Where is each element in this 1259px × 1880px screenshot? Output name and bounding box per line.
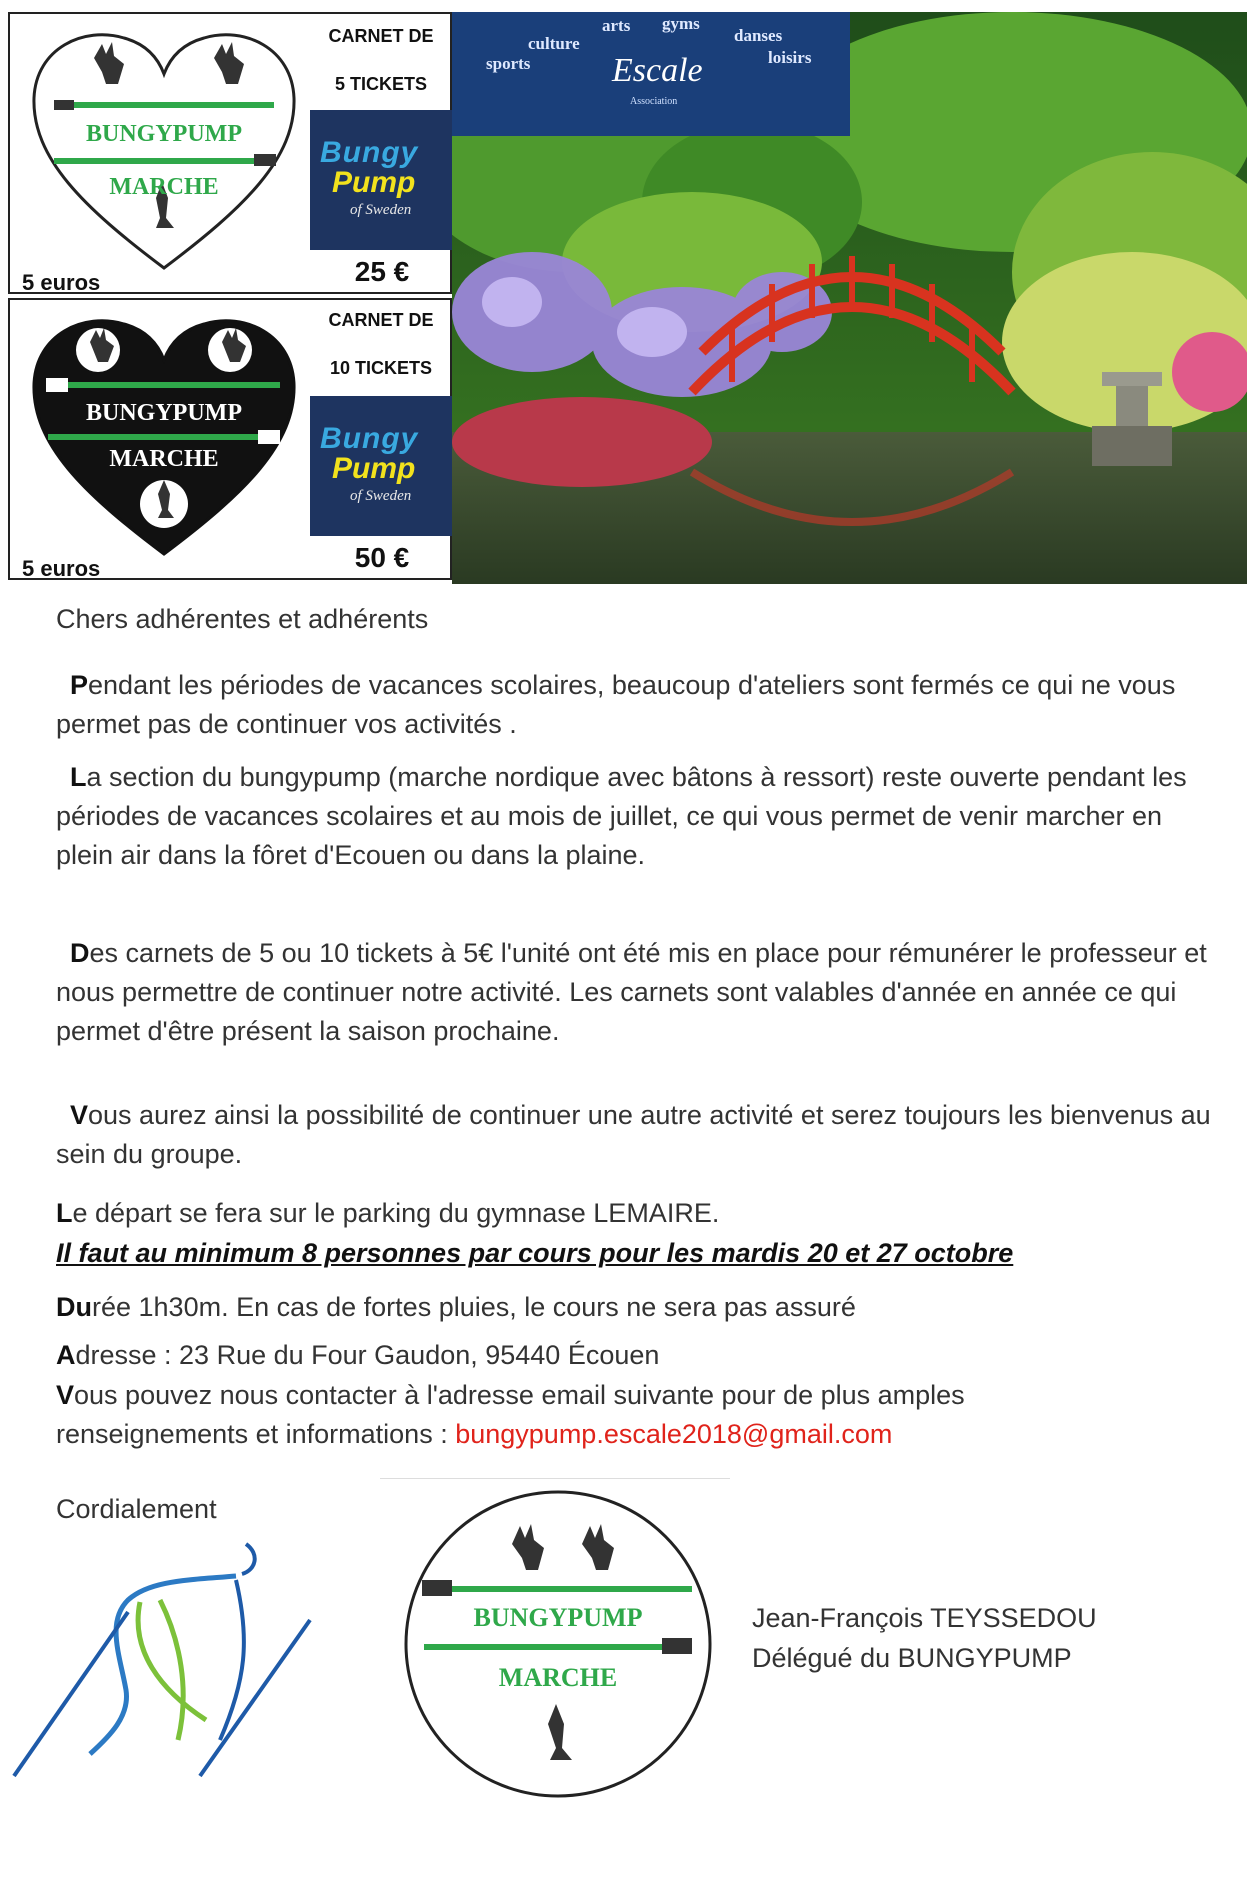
- minimum-participants-notice: Il faut au minimum 8 personnes par cours pour les mardis 20 et 27 octobre: [56, 1238, 1014, 1268]
- greeting: Chers adhérentes et adhérents: [56, 604, 429, 634]
- paragraph-1: [56, 666, 1206, 744]
- round-logo-title: BUNGYPUMP: [473, 1603, 643, 1632]
- carnet-label-line2: 5 TICKETS: [334, 74, 427, 94]
- escale-logo-name: Escale: [612, 52, 703, 89]
- signature-block: [752, 1598, 1097, 1678]
- bp-brand-word2: Pump: [332, 452, 416, 485]
- ticket-5-card: [8, 12, 452, 294]
- contact-email-link[interactable]: bungypump.escale2018@gmail.com: [455, 1419, 893, 1449]
- paragraph-5-text: e départ se fera sur le parking du gymnase LEMAIRE.: [72, 1198, 720, 1228]
- paragraph-3-text: es carnets de 5 ou 10 tickets à 5€ l'unité ont été mis en place pour rémunérer le professeur et nous permettre de continuer notre activité. Les carnets sont valables d'année en année ce qui permet d'être présent la saison prochaine.: [56, 938, 1207, 1046]
- nordic-walker-icon: [10, 1540, 320, 1780]
- heart-logo-title: BUNGYPUMP: [86, 121, 242, 147]
- paragraph-3-initial: D: [70, 938, 90, 968]
- paragraph-3: [56, 934, 1216, 1051]
- unit-price: 5 euros: [22, 270, 101, 295]
- bungypump-heart-logo-white: [24, 18, 304, 280]
- japanese-garden-photo: [452, 12, 1247, 584]
- escale-association-banner: [452, 12, 850, 136]
- paragraph-2-text: a section du bungypump (marche nordique avec bâtons à ressort) reste ouverte pendant les périodes de vacances scolaires et au mois de juillet, ce qui vous permet de venir marcher en plein air dans la fôret d'Ecouen ou dans la plaine.: [56, 762, 1187, 870]
- paragraph-5-initial: L: [56, 1198, 73, 1228]
- ticket-price: 50 €: [354, 542, 410, 573]
- carnet-label-line1: CARNET DE: [328, 26, 434, 46]
- bp-brand-word1: Bungy: [320, 422, 419, 455]
- heart-logo-subtitle: MARCHE: [109, 174, 219, 200]
- bp-brand-word1: Bungy: [320, 136, 419, 169]
- escale-word-arts: arts: [602, 16, 631, 35]
- bungypump-round-logo: [402, 1488, 714, 1800]
- unit-price: 5 euros: [22, 556, 101, 581]
- bp-brand-word3: of Sweden: [350, 202, 412, 218]
- paragraph-6: [56, 1288, 1216, 1327]
- bp-brand-word3: of Sweden: [350, 488, 412, 504]
- ticket-10-card: [8, 298, 452, 580]
- round-logo-subtitle: MARCHE: [498, 1663, 618, 1692]
- paragraph-4-initial: V: [70, 1100, 89, 1130]
- escale-word-sports: sports: [486, 54, 531, 73]
- carnet-label-line2: 10 TICKETS: [329, 358, 433, 378]
- escale-word-gyms: gyms: [662, 14, 700, 33]
- carnet-label-line1: CARNET DE: [328, 310, 434, 330]
- signature-name: Jean-François TEYSSEDOU: [752, 1603, 1097, 1633]
- heart-logo-subtitle: MARCHE: [109, 446, 219, 472]
- bungypump-sweden-logo: [310, 396, 454, 536]
- bungypump-heart-logo-black: [24, 304, 304, 566]
- paragraph-1-text: endant les périodes de vacances scolaires, beaucoup d'ateliers sont fermés ce qui ne vous permet pas de continuer vos activités .: [56, 670, 1176, 739]
- paragraph-7-text: dresse : 23 Rue du Four Gaudon, 95440 Écouen: [75, 1340, 660, 1370]
- paragraph-4-text: ous aurez ainsi la possibilité de continuer une autre activité et serez toujours les bienvenus au sein du groupe.: [56, 1100, 1211, 1169]
- paragraph-6-text: rée 1h30m. En cas de fortes pluies, le cours ne sera pas assuré: [92, 1292, 856, 1322]
- divider: [380, 1478, 730, 1479]
- paragraph-5: [56, 1194, 1216, 1233]
- paragraph-8-initial: V: [56, 1380, 75, 1410]
- paragraph-2-initial: L: [70, 762, 87, 792]
- escale-logo-sub: Association: [630, 96, 678, 107]
- heart-logo-title: BUNGYPUMP: [86, 400, 242, 426]
- paragraph-1-initial: P: [70, 670, 89, 700]
- paragraph-4: [56, 1096, 1216, 1174]
- escale-word-culture: culture: [528, 34, 580, 53]
- bp-brand-word2: Pump: [332, 166, 416, 199]
- closing: Cordialement: [56, 1494, 217, 1524]
- bungypump-sweden-logo: [310, 110, 454, 250]
- paragraph-7-initial: A: [56, 1340, 76, 1370]
- ticket-price: 25 €: [354, 256, 410, 287]
- signature-role: Délégué du BUNGYPUMP: [752, 1643, 1072, 1673]
- escale-word-danses: danses: [734, 26, 783, 45]
- paragraph-8-text: ous pouvez nous contacter à l'adresse email suivante pour de plus amples renseignements et informations :: [56, 1380, 965, 1449]
- paragraph-7: [56, 1336, 1216, 1375]
- paragraph-6-initial: Du: [56, 1292, 92, 1322]
- paragraph-8: [56, 1376, 1156, 1454]
- paragraph-2: [56, 758, 1206, 875]
- escale-word-loisirs: loisirs: [768, 48, 812, 67]
